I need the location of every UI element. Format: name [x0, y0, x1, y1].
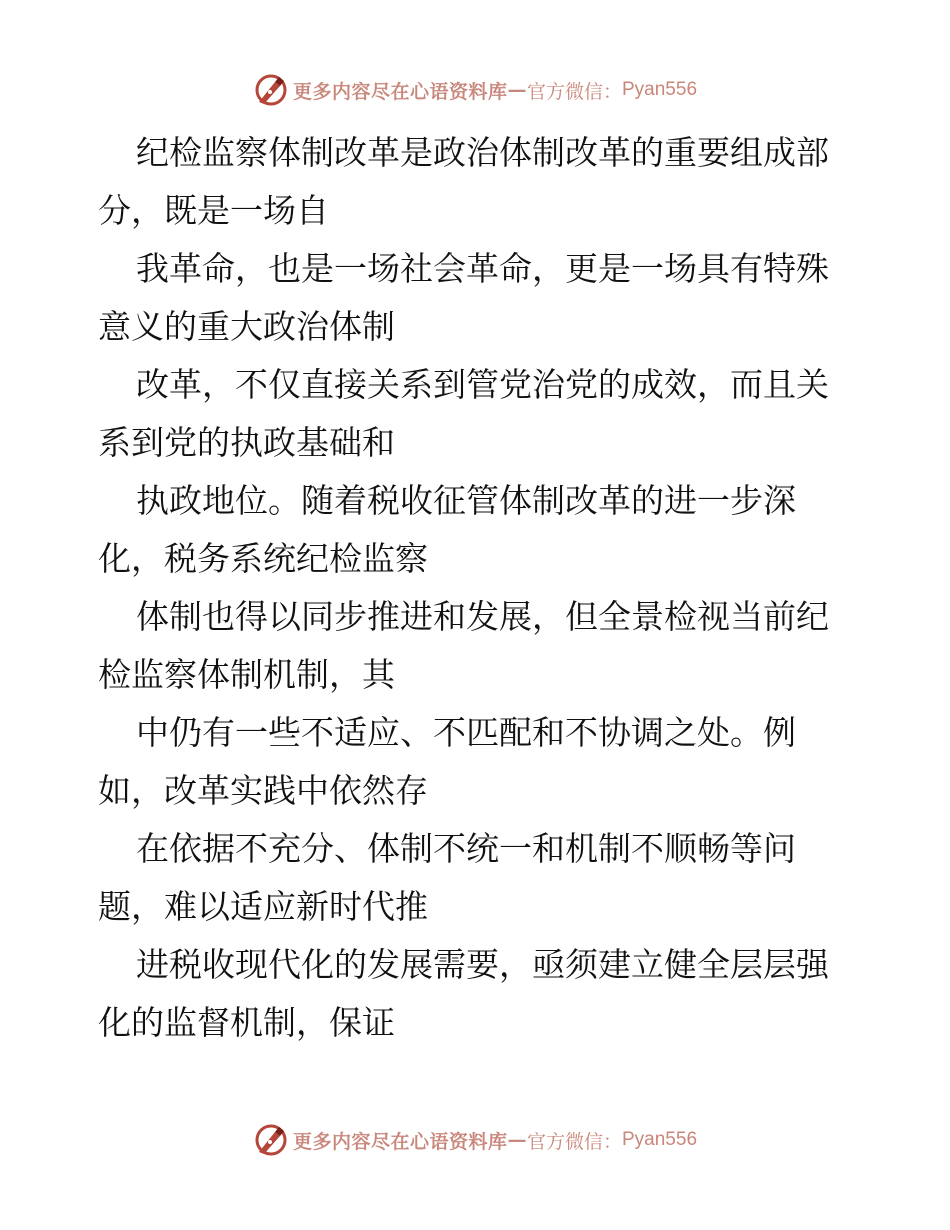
text-line: 改革，不仅直接关系到管党治党的成效，而且关: [136, 365, 829, 404]
text-line: 纪检监察体制改革是政治体制改革的重要组成部: [136, 133, 829, 172]
pen-logo-icon: [253, 72, 289, 108]
text-line: 体制也得以同步推进和发展，但全景检视当前纪: [136, 597, 829, 636]
pen-logo-icon: [253, 1122, 289, 1158]
text-line: 分，既是一场自: [98, 191, 329, 230]
header-banner: [0, 70, 950, 110]
text-line: 进税收现代化的发展需要，亟须建立健全层层强: [136, 945, 829, 984]
footer-banner-text: 更多内容尽在心语资料库: [292, 1130, 508, 1153]
text-line: 我革命，也是一场社会革命，更是一场具有特殊: [136, 249, 829, 288]
text-line: 系到党的执政基础和: [98, 423, 395, 462]
text-line: 检监察体制机制，其: [98, 655, 395, 694]
footer-banner-separator: —: [507, 1129, 527, 1151]
footer-wechat-label: 官方微信：: [526, 1130, 622, 1153]
text-line: 中仍有一些不适应、不匹配和不协调之处。例: [136, 713, 796, 752]
footer-banner: [0, 1120, 950, 1160]
text-line: 题，难以适应新时代推: [98, 887, 428, 926]
text-line: 如，改革实践中依然存: [98, 771, 428, 810]
footer-wechat-id: Pyan556: [622, 1129, 698, 1150]
header-wechat-id: Pyan556: [622, 79, 698, 100]
text-line: 意义的重大政治体制: [98, 307, 395, 346]
header-banner-text: 更多内容尽在心语资料库: [292, 80, 508, 103]
text-line: 化的监督机制，保证: [98, 1003, 395, 1042]
header-wechat-label: 官方微信：: [526, 80, 622, 103]
text-line: 化，税务系统纪检监察: [98, 539, 428, 578]
header-banner-separator: —: [507, 79, 527, 101]
text-line: 执政地位。随着税收征管体制改革的进一步深: [136, 481, 796, 520]
text-line: 在依据不充分、体制不统一和机制不顺畅等问: [136, 829, 796, 868]
document-body: [98, 124, 858, 1052]
